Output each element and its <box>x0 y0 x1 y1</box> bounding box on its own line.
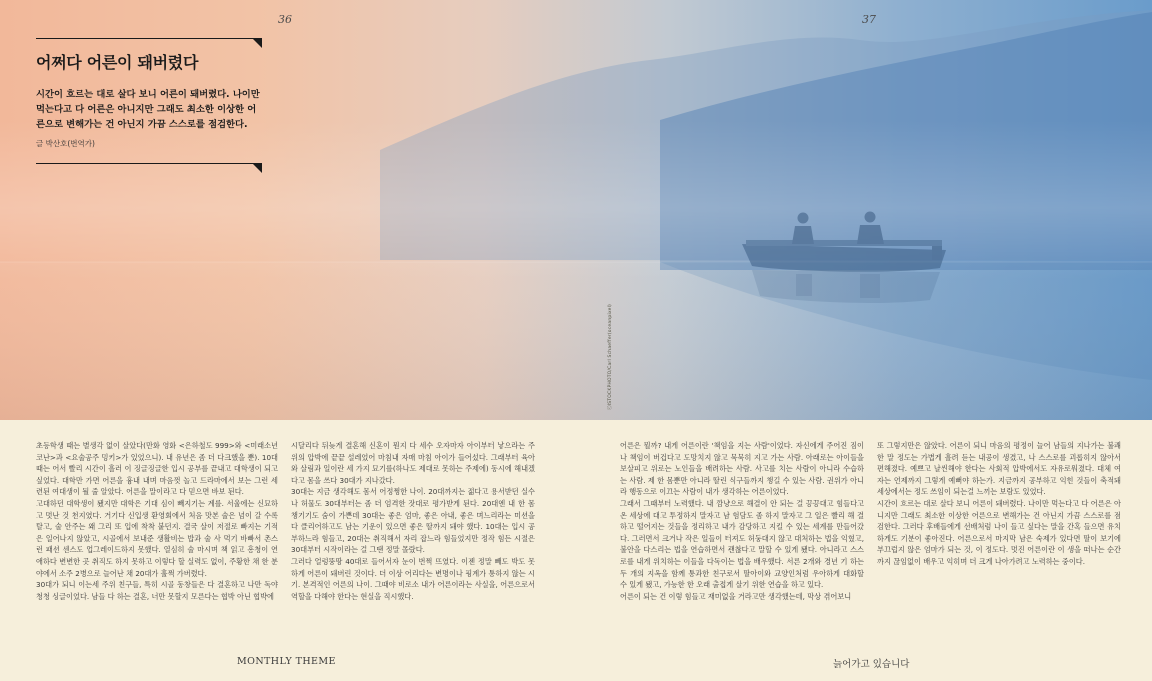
article-headline: 어쩌다 어른이 돼버렸다 <box>36 53 199 72</box>
paragraph: 그래서 그때부터 노력했다. 내 깜냥으로 해결이 안 되는 걸 끙끙대고 힘들다고 온 세상에 대고 투정하지 말자고 남 험담도 좀 하지 말자고 그 일은 빨리 해 결하고 떨어지는 것들을 정리하고 내가 감당하고 지킬 수 있는 세계를 만들어갔다. 그러면서 크거나 작은 일들이 터져도 허둥대지 않고 대처하는 법을 익혔고, 불안을 다스리는 법을 연습하면서 괜찮다고 말할 수 있게 됐다. 아니라고 스스로를 내게 위치하는 이들을 다독이는 법을 배우했다. 서른 2개와 경년 기 하는 두 개의 지옥을 함께 통과한 친구로서 딸아이와 교양인처럼 우아하게 대화할 수 있게 됐고, 가능한 한 오래 출접게 살기 위한 연습을 하고 있다. <box>620 498 864 590</box>
body-column-3 <box>620 440 864 645</box>
paragraph: 어른이 되는 건 이렇 힘들고 재미없을 거라고만 생각했는데, 막상 겪어보니 <box>620 591 852 601</box>
theme-footer: 늙어가고 있습니다 <box>833 659 910 670</box>
article-byline: 글 박산호(번역가) <box>36 139 95 148</box>
paragraph: 그러다 얼렁뚱땅 40대로 들어서자 눈이 번쩍 뜨였다. 이젠 정말 빼도 박도 못하게 어른이 돼버린 것이다. 더 이상 어리다는 변명이나 핑계가 통하지 않는 시기. 본격적인 어른의 나이. 그때야 비로소 내가 어른이라는 사실을, 어른으로서 역할을 다해야 한다는 현실을 직시했다. <box>291 556 535 601</box>
paragraph: 30대는 지금 생각해도 몸서 어정쩡한 나이. 20대까지는 젊다고 용서받던 실수나 허물도 30대부터는 좀 더 엄격한 잣대로 평가받게 된다. 20대엔 내 한 몸 챙기기도 숨이 가쁜데 30대는 좋은 엄마, 좋은 아내, 좋은 며느리라는 미션을 다 클리어하고도 남는 기운이 있으면 좋은 딸까지 돼야 했다. 10대는 입시 공부하느라 힘들고, 20대는 취직해서 자리 잡느라 힘들었지만 정작 힘든 시절은 30대부터 시작이라는 걸 그땐 정말 몰랐다. <box>291 487 535 555</box>
section-footer: MONTHLY THEME <box>237 656 336 667</box>
paragraph: 30대가 되니 이는세 주위 친구들, 특히 시골 동창들은 다 결혼하고 나만 독야청청 싱글이었다. 남들 다 하는 결혼, 너만 못할지 모른다는 협박 아닌 협박에 <box>36 580 278 601</box>
paragraph: 또 그렇지만은 않았다. 어른이 되니 마음의 평정이 늘어 남들의 지나가는 불쾌한 말 정도는 가볍게 흘려 듣는 내공이 생겼고, 나 스스로를 괴롭히지 않아서 편해졌다. 예쁘고 날씬해야 한다는 사회적 압박에서도 자유로워졌다. 대체 여자는 언제까지 그렇게 예뻐야 하는가. 지금까지 공부하고 익힌 것들이 축적돼 세상에서는 정도 쓰임이 되는걸 느끼는 보람도 있었다. <box>877 441 1121 497</box>
body-column-1 <box>36 440 278 645</box>
top-rule <box>36 36 262 48</box>
article-deck: 시간이 흐르는 대로 살다 보니 어른이 돼버렸다. 나이만 먹는다고 다 어른은 아니지만 그래도 최소한 이상한 어른으로 변해가는 건 아닌지 가끔 스스로를 점검한다. <box>36 89 260 130</box>
photo-credit: ⓒISTOCKPHOTO/Carl Schaeffer(oceanpixel) <box>608 303 613 410</box>
paragraph: 시간이 흐르는 대로 살다 보니 어른이 돼버렸다. 나이만 먹는다고 다 어른은 아니지만 그래도 최소한 이상한 어른으로 변해가는 건 아닌지 가끔 스스로를 점검한다. 그러다 후배들에게 선배처럼 나이 들고 싶다는 말을 간혹 들으면 유치하게도 기분이 좋아진다. 어른으로서 마지막 남은 숙제가 있다면 딸이 보기에 부끄럽지 않은 엄마가 되는 것, 이 정도다. 멋진 어른이란 이 생을 떠나는 순간까지 끊임없이 배우고 익히며 더 크게 나아가려고 노력하는 중이다. <box>877 498 1121 566</box>
body-column-4 <box>877 440 1121 645</box>
paragraph: 시달리다 뒤늦게 결혼해 신혼이 뭔지 다 세수 오자마자 아이부터 낳으라는 주위의 압박에 끝끝 설레었어 마침내 자매 마침 아이가 들어섰다. 그래부터 육아와 살림과 일이란 세 가지 묘기를(하나도 제대로 못하는 주제에) 동시에 해내겠다고 몸을 쓰다 30대가 지나갔다. <box>291 441 535 485</box>
paragraph: 고대하던 대학생이 됐지만 대학은 기대 심이 빼지기는 계를. 서울에는 신묘하고 멋난 것 천지였다. 거기다 신입생 환영회에서 처음 맛본 술은 넘이 갈 수록 탈고, 술 안주는 왜 그리 또 입에 착착 붙던지. 결국 살이 저절로 빠지는 기적은 일어나지 않았고, 시골에서 보내준 생활비는 밥과 술 사 먹기 바빠서 촌스런 패션 센스도 업그레이드하지 못했다. 열심히 술 마시며 책 읽고 흥청이 연애하다 변변한 곳 취직도 하지 못하고 이렇다 할 실력도 없이, 주황한 채 한 분야에서 소주 2병으로 늘어난 채 20대가 훌쩍 가버렸다. <box>36 498 278 578</box>
page-number-right: 37 <box>862 13 876 26</box>
body-column-2 <box>291 440 535 645</box>
bottom-rule <box>36 161 262 173</box>
page-number-left: 36 <box>278 13 292 26</box>
headline-block <box>36 36 262 173</box>
paragraph: 어른은 뭘까? 내게 어른이란 '책임을 지는 사람'이었다. 자신에게 주어진 짐이나 책임이 버겁다고 도망치지 않고 묵묵히 지고 가는 사람. 아래로는 아이들을 보살피고 위로는 노인들을 배려하는 사람. 사고를 치는 사람이 아니라 수습하는 사람. 제 한 몸뿐만 아니라 딸린 식구들까지 챙길 수 있는 사람. 권위가 아니라 행동으로 이끄는 사람이 내가 생각하는 어른이었다. <box>620 441 864 497</box>
paragraph: 초등학생 때는 별생각 없이 살았다(만화 영화 <은하철도 999>와 <미래소년 코난>과 <요술공주 밍키>가 있었으니). 내 유년은 좀 더 다크했을 뿐). 10대 때는 어서 빨리 시간이 흘러 이 징글징글한 입시 공부를 끝내고 대학생이 되고 싶었다. 대학만 가면 어른을 흉내 내며 마음껏 놀고 드라마에서 보는 그런 세련된 여대생이 될 줄 알았다. 어른을 말이라고 다 믿으면 바보 된다. <box>36 441 278 497</box>
